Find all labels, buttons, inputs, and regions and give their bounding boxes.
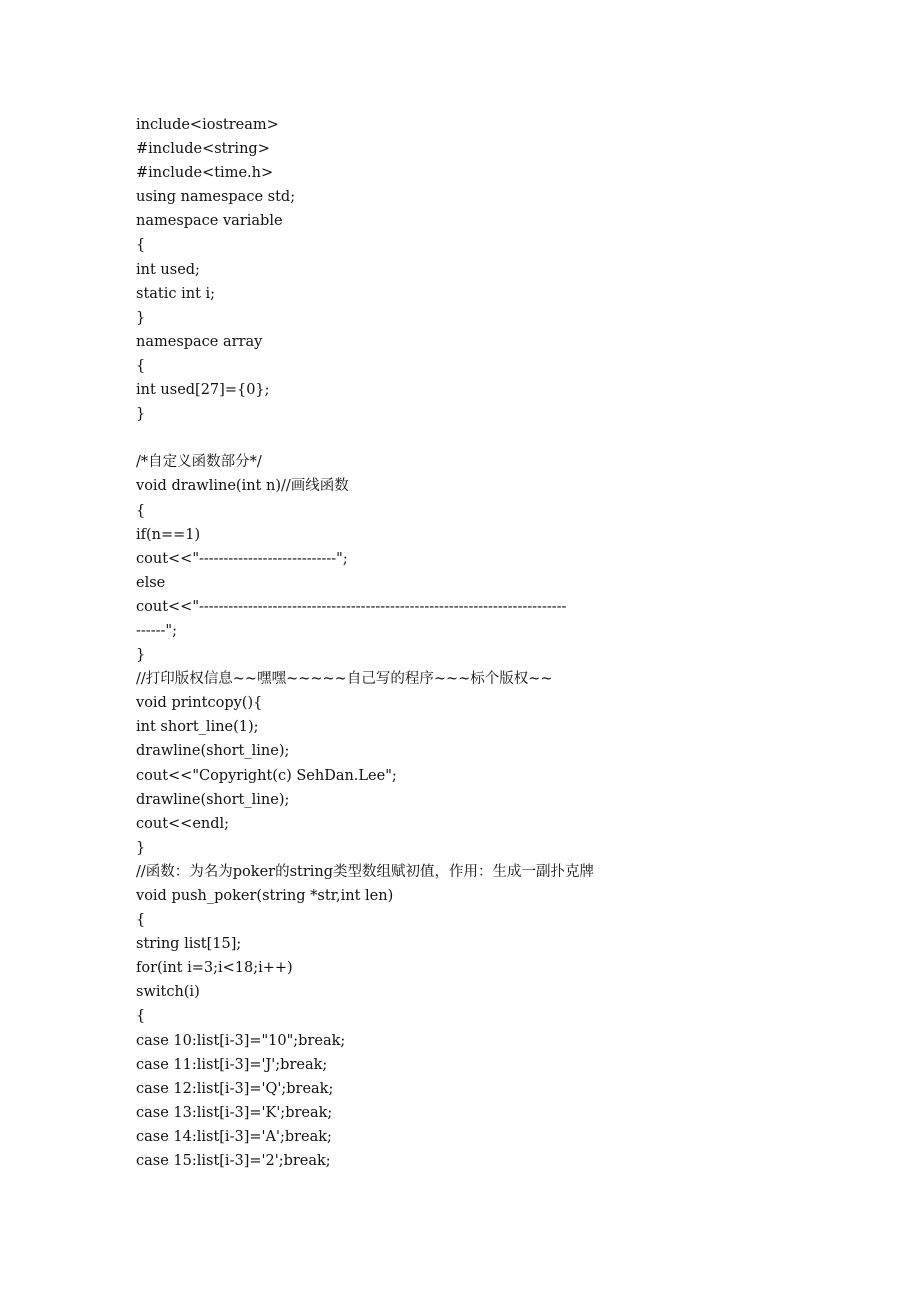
code-line: include<iostream> <box>136 117 279 133</box>
code-line: else <box>136 574 166 591</box>
code-line: int used; <box>136 261 200 278</box>
code-line: case 10:list[i-3]="10";break; <box>136 1032 346 1049</box>
code-line: { <box>136 1008 146 1025</box>
code-line: //打印版权信息~~嘿嘿~~~~~自己写的程序~~~标个版权~~ <box>136 671 553 688</box>
code-line: cout<<"----------------------------"; <box>136 550 348 567</box>
code-line: void printcopy(){ <box>136 695 263 712</box>
code-line: { <box>136 502 146 519</box>
code-line: /*自定义函数部分*/ <box>136 454 262 471</box>
code-line: case 13:list[i-3]='K';break; <box>136 1104 333 1121</box>
code-line: void drawline(int n)//画线函数 <box>136 478 349 495</box>
code-line: cout<<"Copyright(c) SehDan.Lee"; <box>136 767 397 784</box>
code-line: int short_line(1); <box>136 719 259 736</box>
code-line: } <box>136 309 146 326</box>
code-line: } <box>136 839 146 856</box>
code-line: drawline(short_line); <box>136 791 290 808</box>
code-line: #include<string> <box>136 141 270 158</box>
code-line: case 14:list[i-3]='A';break; <box>136 1128 332 1145</box>
blank-line <box>136 426 826 450</box>
code-line: using namespace std; <box>136 189 296 206</box>
code-line: //函数：为名为poker的string类型数组赋初值，作用：生成一副扑克牌 <box>136 863 595 880</box>
code-line: case 12:list[i-3]='Q';break; <box>136 1080 334 1097</box>
code-line: int used[27]={0}; <box>136 382 270 399</box>
code-line: { <box>136 912 146 929</box>
code-line: drawline(short_line); <box>136 743 290 760</box>
code-line: } <box>136 647 146 664</box>
code-line: namespace variable <box>136 213 283 230</box>
code-line: static int i; <box>136 285 216 302</box>
code-line: for(int i=3;i<18;i++) <box>136 960 293 977</box>
code-line: } <box>136 406 146 423</box>
code-line: ------"; <box>136 622 177 639</box>
code-line: { <box>136 237 146 254</box>
code-line: { <box>136 357 146 374</box>
code-line: string list[15]; <box>136 936 242 953</box>
code-listing <box>136 113 826 1173</box>
code-line: case 11:list[i-3]='J';break; <box>136 1056 328 1073</box>
code-line: if(n==1) <box>136 526 201 543</box>
code-line: switch(i) <box>136 984 200 1001</box>
code-line: cout<<endl; <box>136 815 230 832</box>
code-line: cout<<"--------------------------------------------------------------------------- <box>136 598 567 615</box>
code-line: namespace array <box>136 333 263 350</box>
code-line: case 15:list[i-3]='2';break; <box>136 1153 331 1170</box>
code-line: void push_poker(string *str,int len) <box>136 888 394 904</box>
code-line: #include<time.h> <box>136 165 274 182</box>
